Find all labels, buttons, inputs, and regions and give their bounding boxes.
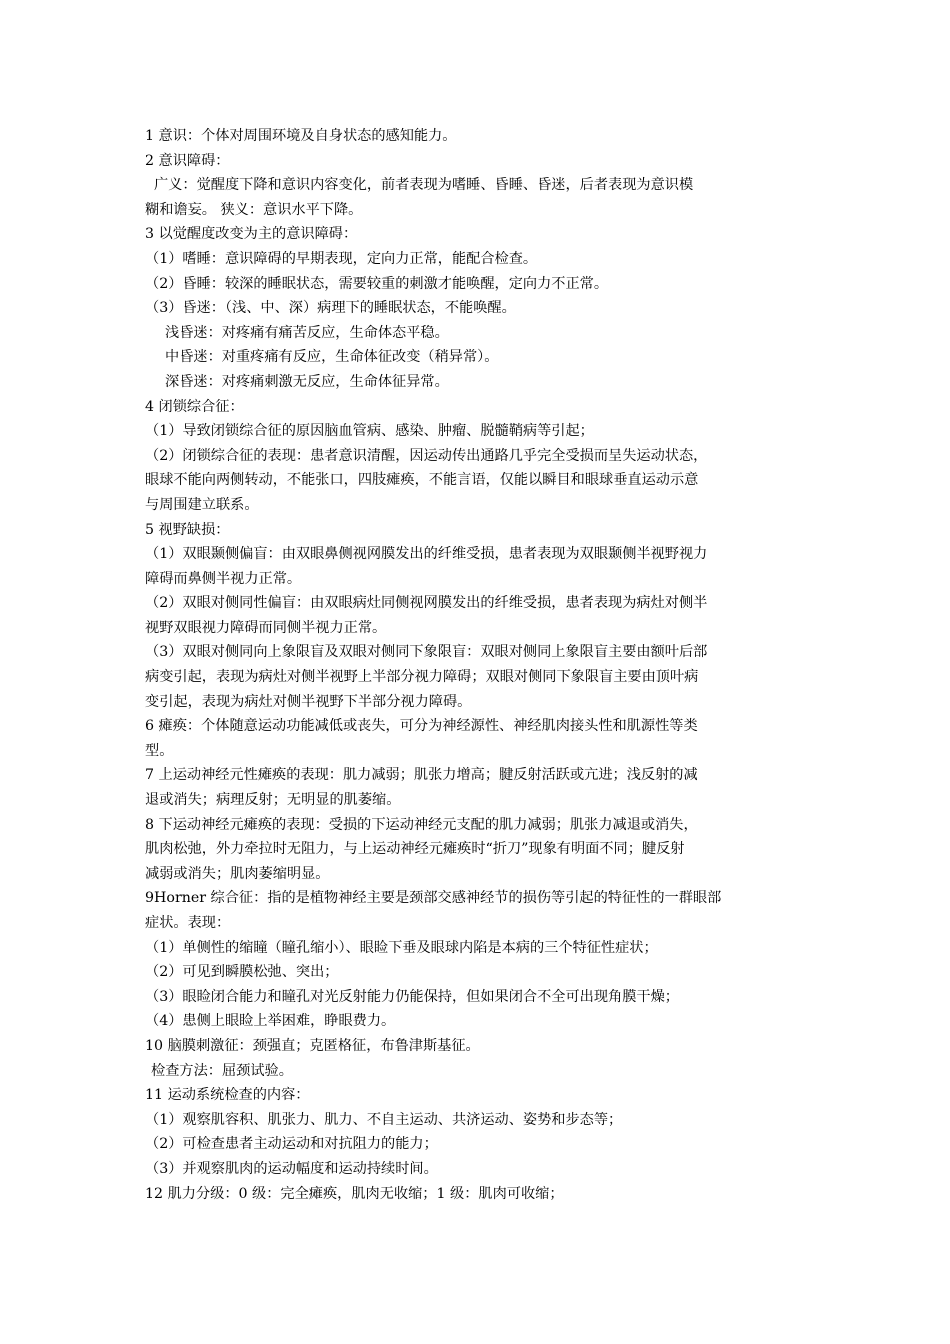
text-line: （2）双眼对侧同性偏盲：由双眼病灶同侧视网膜发出的纤维受损，患者表现为病灶对侧半 bbox=[145, 595, 708, 612]
text-line: 糊和谵妄。 狭义：意识水平下降。 bbox=[145, 201, 363, 218]
text-line: 退或消失；病理反射；无明显的肌萎缩。 bbox=[145, 792, 401, 809]
text-line: 7 上运动神经元性瘫痪的表现：肌力减弱；肌张力增高；腱反射活跃或亢进；浅反射的减 bbox=[145, 767, 698, 784]
text-line: 视野双眼视力障碍而同侧半视力正常。 bbox=[145, 619, 387, 636]
text-line: 6 瘫痪：个体随意运动功能减低或丧失，可分为神经源性、神经肌肉接头性和肌源性等类 bbox=[145, 718, 698, 735]
text-line: 8 下运动神经元瘫痪的表现：受损的下运动神经元支配的肌力减弱；肌张力减退或消失， bbox=[145, 816, 698, 833]
text-line: 3 以觉醒度改变为主的意识障碍： bbox=[145, 226, 358, 243]
text-line: 症状。表现： bbox=[145, 915, 231, 931]
text-line: 9Horner 综合征：指的是植物神经主要是颈部交感神经节的损伤等引起的特征性的一群眼部 bbox=[145, 890, 722, 907]
text-line: （1）单侧性的缩瞳（瞳孔缩小）、眼睑下垂及眼球内陷是本病的三个特征性症状； bbox=[145, 939, 658, 956]
text-line: 与周围建立联系。 bbox=[145, 496, 259, 513]
text-line: 变引起，表现为病灶对侧半视野下半部分视力障碍。 bbox=[145, 693, 472, 710]
text-line: 病变引起，表现为病灶对侧半视野上半部分视力障碍；双眼对侧同下象限盲主要由顶叶病 bbox=[145, 669, 699, 686]
text-line: （3）双眼对侧同向上象限盲及双眼对侧同下象限盲：双眼对侧同上象限盲主要由额叶后部 bbox=[145, 644, 708, 661]
text-line: 4 闭锁综合征： bbox=[145, 398, 244, 415]
text-line: 检查方法：屈颈试验。 bbox=[151, 1062, 293, 1079]
text-line: （3）昏迷：（浅、中、深）病理下的睡眠状态，不能唤醒。 bbox=[145, 300, 516, 317]
text-line: 1 意识：个体对周围环境及自身状态的感知能力。 bbox=[145, 128, 457, 144]
text-line: 12 肌力分级：0 级：完全瘫痪，肌肉无收缩；1 级：肌肉可收缩； bbox=[145, 1185, 564, 1202]
text-line: 中昏迷：对重疼痛有反应，生命体征改变（稍异常）。 bbox=[165, 349, 499, 366]
text-line: （4）患侧上眼睑上举困难，睁眼费力。 bbox=[145, 1013, 396, 1030]
text-line: （3）并观察肌肉的运动幅度和运动持续时间。 bbox=[145, 1160, 438, 1177]
text-line: （2）昏睡：较深的睡眠状态，需要较重的刺激才能唤醒，定向力不正常。 bbox=[145, 275, 609, 292]
text-line: （2）可检查患者主动运动和对抗阻力的能力； bbox=[145, 1136, 438, 1153]
text-line: 广义：觉醒度下降和意识内容变化，前者表现为嗜睡、昏睡、昏迷，后者表现为意识模 bbox=[154, 177, 694, 194]
text-line: 2 意识障碍： bbox=[145, 152, 230, 169]
text-line: 眼球不能向两侧转动，不能张口，四肢瘫痪，不能言语，仅能以瞬目和眼球垂直运动示意 bbox=[145, 472, 699, 489]
text-line: 10 脑膜刺激征：颈强直；克匿格征，布鲁津斯基征。 bbox=[145, 1037, 480, 1054]
text-line: （3）眼睑闭合能力和瞳孔对光反射能力仍能保持，但如果闭合不全可出现角膜干燥； bbox=[145, 988, 679, 1005]
text-line: （1）导致闭锁综合征的原因脑血管病、感染、肿瘤、脱髓鞘病等引起； bbox=[145, 423, 594, 440]
text-line: 肌肉松弛，外力牵拉时无阻力，与上运动神经元瘫痪时“折刀”现象有明面不同；腱反射 bbox=[145, 841, 685, 858]
text-line: （1）双眼颞侧偏盲：由双眼鼻侧视网膜发出的纤维受损，患者表现为双眼颞侧半视野视力 bbox=[145, 546, 708, 563]
text-line: 深昏迷：对疼痛刺激无反应，生命体征异常。 bbox=[165, 373, 449, 390]
text-line: 5 视野缺损： bbox=[145, 521, 230, 538]
text-line: 型。 bbox=[145, 742, 174, 759]
text-line: （1）观察肌容积、肌张力、肌力、不自主运动、共济运动、姿势和步态等； bbox=[145, 1111, 623, 1128]
text-line: 11 运动系统检查的内容： bbox=[145, 1087, 310, 1104]
text-line: 障碍而鼻侧半视力正常。 bbox=[145, 570, 302, 587]
document-body bbox=[145, 124, 810, 1206]
text-line: （2）闭锁综合征的表现：患者意识清醒，因运动传出通路几乎完全受损而呈失运动状态， bbox=[145, 447, 708, 464]
text-line: 浅昏迷：对疼痛有痛苦反应，生命体态平稳。 bbox=[165, 324, 449, 341]
text-line: （1）嗜睡：意识障碍的早期表现，定向力正常，能配合检查。 bbox=[145, 250, 538, 267]
text-line: （2）可见到瞬膜松弛、突出； bbox=[145, 964, 339, 981]
text-line: 减弱或消失；肌肉萎缩明显。 bbox=[145, 865, 330, 882]
